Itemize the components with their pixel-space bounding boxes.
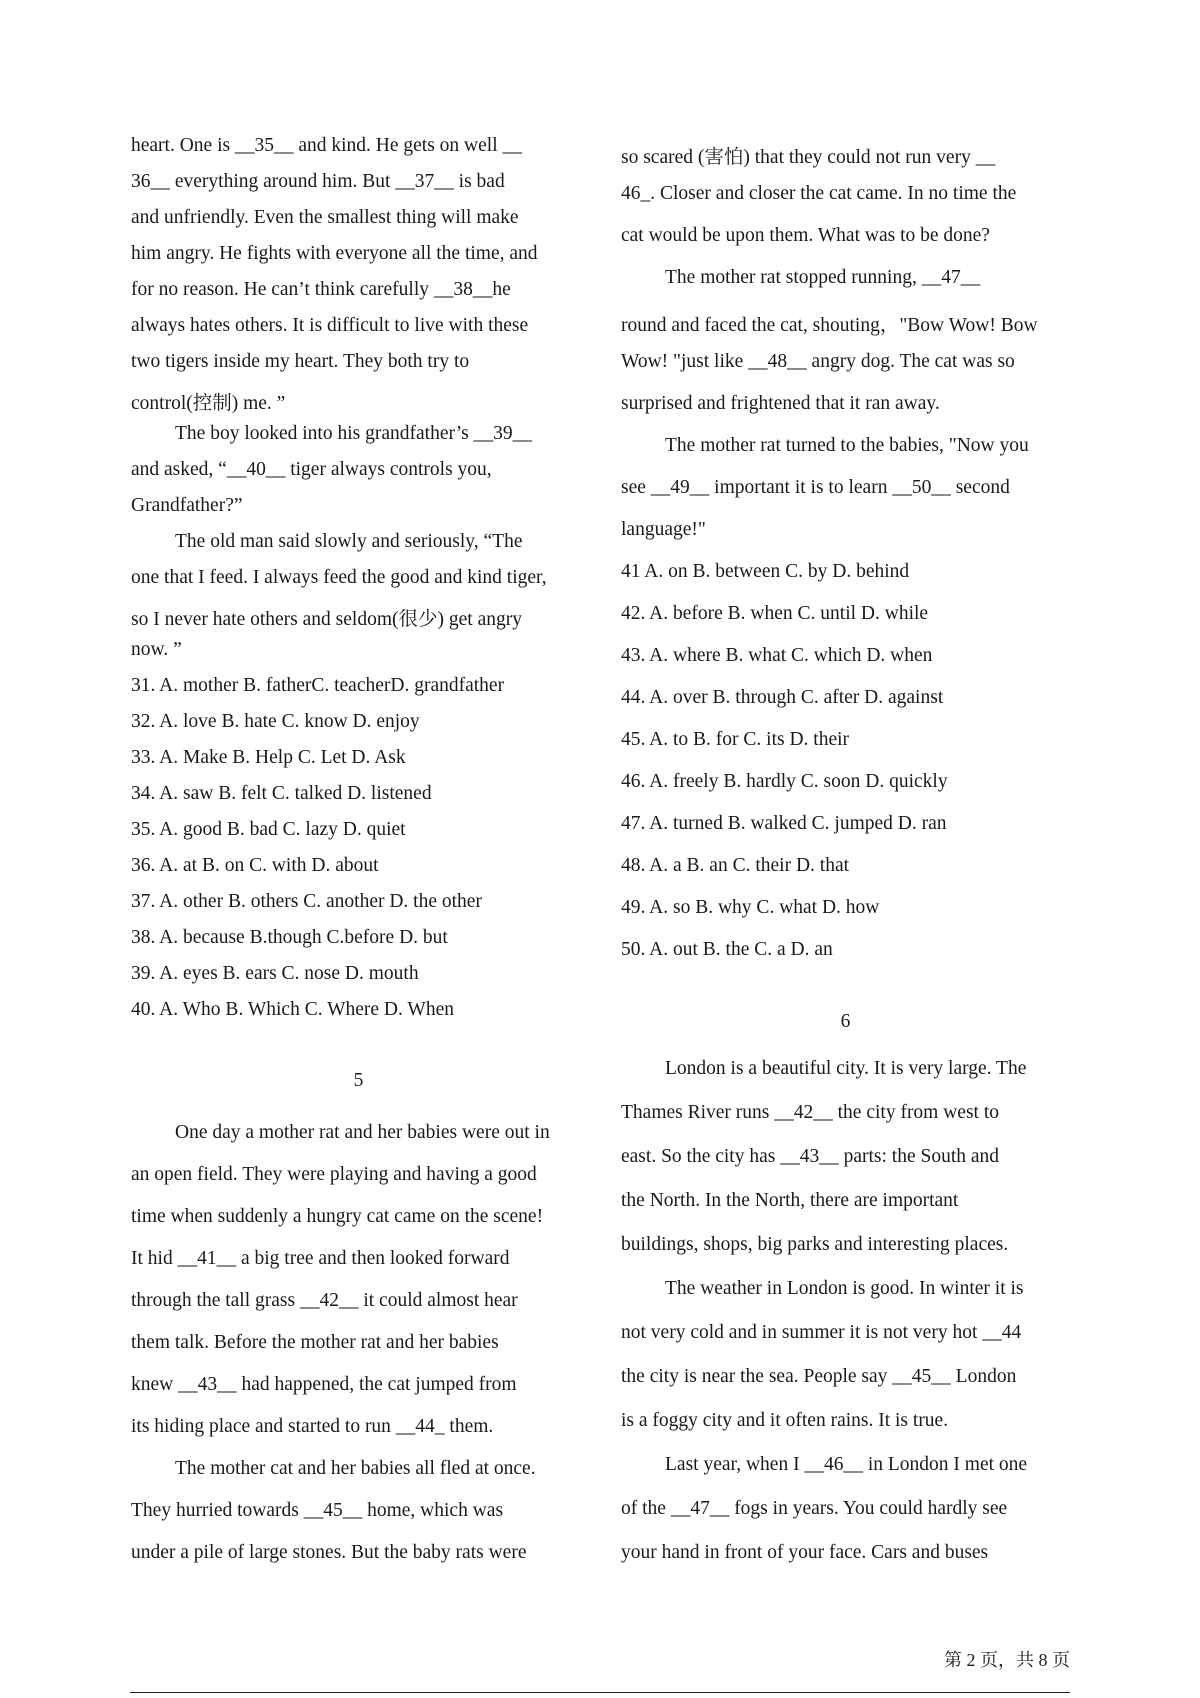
text-line: see __49__ important it is to learn __50__ second: [621, 477, 1010, 498]
text-line: 43. A. where B. what C. which D. when: [621, 645, 933, 666]
text-line: under a pile of large stones. But the baby rats were: [131, 1542, 527, 1563]
text-line: two tigers inside my heart. They both try to: [131, 351, 470, 372]
text-line: 37. A. other B. others C. another D. the other: [131, 891, 482, 912]
text-line: 31. A. mother B. fatherC. teacherD. grandfather: [131, 675, 505, 696]
text-line: round and faced the cat, shouting，"Bow Wow! Bow: [621, 315, 1038, 336]
text-line: always hates others. It is difficult to live with these: [131, 315, 529, 336]
text-line: them talk. Before the mother rat and her babies: [131, 1332, 499, 1353]
text-line: 36. A. at B. on C. with D. about: [131, 855, 379, 876]
text-line: The boy looked into his grandfather’s __39__: [175, 423, 533, 444]
text-line: Thames River runs __42__ the city from west to: [621, 1102, 1000, 1123]
text-line: language!": [621, 519, 706, 540]
text-line: knew __43__ had happened, the cat jumped from: [131, 1374, 517, 1395]
text-line: 40. A. Who B. Which C. Where D. When: [131, 999, 454, 1020]
text-line: heart. One is __35__ and kind. He gets on well __: [131, 135, 523, 156]
passage-number: 6: [840, 1011, 851, 1032]
text-line: and unfriendly. Even the smallest thing will make: [131, 207, 519, 228]
text-line: 38. A. because B.though C.before D. but: [131, 927, 448, 948]
text-line: It hid __41__ a big tree and then looked forward: [131, 1248, 510, 1269]
text-line: 47. A. turned B. walked C. jumped D. ran: [621, 813, 947, 834]
text-line: 50. A. out B. the C. a D. an: [621, 939, 833, 960]
text-line: its hiding place and started to run __44_ them.: [131, 1416, 494, 1437]
text-line: control(控制) me. ”: [131, 393, 286, 414]
text-line: and asked, “__40__ tiger always controls you,: [131, 459, 492, 480]
text-line: 46. A. freely B. hardly C. soon D. quickly: [621, 771, 948, 792]
text-line: Wow! "just like __48__ angry dog. The cat was so: [621, 351, 1015, 372]
text-line: Last year, when I __46__ in London I met one: [665, 1454, 1028, 1475]
text-line: so scared (害怕) that they could not run very __: [621, 147, 996, 168]
text-line: 35. A. good B. bad C. lazy D. quiet: [131, 819, 406, 840]
text-line: the city is near the sea. People say __45__ London: [621, 1366, 1017, 1387]
text-line: buildings, shops, big parks and interesting places.: [621, 1234, 1009, 1255]
text-line: 45. A. to B. for C. its D. their: [621, 729, 850, 750]
text-line: him angry. He fights with everyone all the time, and: [131, 243, 538, 264]
text-line: 42. A. before B. when C. until D. while: [621, 603, 929, 624]
text-line: not very cold and in summer it is not very hot __44: [621, 1322, 1022, 1343]
text-line: for no reason. He can’t think carefully __38__he: [131, 279, 511, 300]
text-line: The mother rat turned to the babies, "Now you: [665, 435, 1029, 456]
text-line: The mother cat and her babies all fled at once.: [175, 1458, 536, 1479]
text-line: one that I feed. I always feed the good and kind tiger,: [131, 567, 547, 588]
text-line: east. So the city has __43__ parts: the South and: [621, 1146, 1000, 1167]
passage-number: 5: [353, 1070, 364, 1091]
text-line: of the __47__ fogs in years. You could hardly see: [621, 1498, 1008, 1519]
text-line: One day a mother rat and her babies were out in: [175, 1122, 550, 1143]
page-footer: 第 2 页，共 8 页: [944, 1650, 1070, 1670]
text-line: the North. In the North, there are important: [621, 1190, 959, 1211]
text-line: time when suddenly a hungry cat came on the scene!: [131, 1206, 544, 1227]
text-line: so I never hate others and seldom(很少) get angry: [131, 609, 522, 630]
text-line: through the tall grass __42__ it could almost hear: [131, 1290, 518, 1311]
text-line: 46_. Closer and closer the cat came. In no time the: [621, 183, 1017, 204]
text-line: an open field. They were playing and having a good: [131, 1164, 537, 1185]
text-line: cat would be upon them. What was to be done?: [621, 225, 990, 246]
text-line: 36__ everything around him. But __37__ is bad: [131, 171, 505, 192]
text-line: Grandfather?”: [131, 495, 243, 516]
text-line: 39. A. eyes B. ears C. nose D. mouth: [131, 963, 419, 984]
text-line: now. ”: [131, 639, 182, 660]
text-line: 44. A. over B. through C. after D. against: [621, 687, 944, 708]
text-line: 33. A. Make B. Help C. Let D. Ask: [131, 747, 406, 768]
text-line: 41 A. on B. between C. by D. behind: [621, 561, 910, 582]
text-line: London is a beautiful city. It is very large. The: [665, 1058, 1027, 1079]
text-line: 34. A. saw B. felt C. talked D. listened: [131, 783, 432, 804]
text-line: 48. A. a B. an C. their D. that: [621, 855, 850, 876]
text-line: 32. A. love B. hate C. know D. enjoy: [131, 711, 420, 732]
text-line: your hand in front of your face. Cars and buses: [621, 1542, 989, 1563]
text-line: The mother rat stopped running, __47__: [665, 267, 981, 288]
text-line: The old man said slowly and seriously, “The: [175, 531, 523, 552]
text-line: surprised and frightened that it ran away.: [621, 393, 940, 414]
bottom-rule: [130, 1692, 1070, 1693]
text-line: They hurried towards __45__ home, which was: [131, 1500, 504, 1521]
text-line: 49. A. so B. why C. what D. how: [621, 897, 880, 918]
text-line: is a foggy city and it often rains. It is true.: [621, 1410, 949, 1431]
text-line: The weather in London is good. In winter it is: [665, 1278, 1024, 1299]
